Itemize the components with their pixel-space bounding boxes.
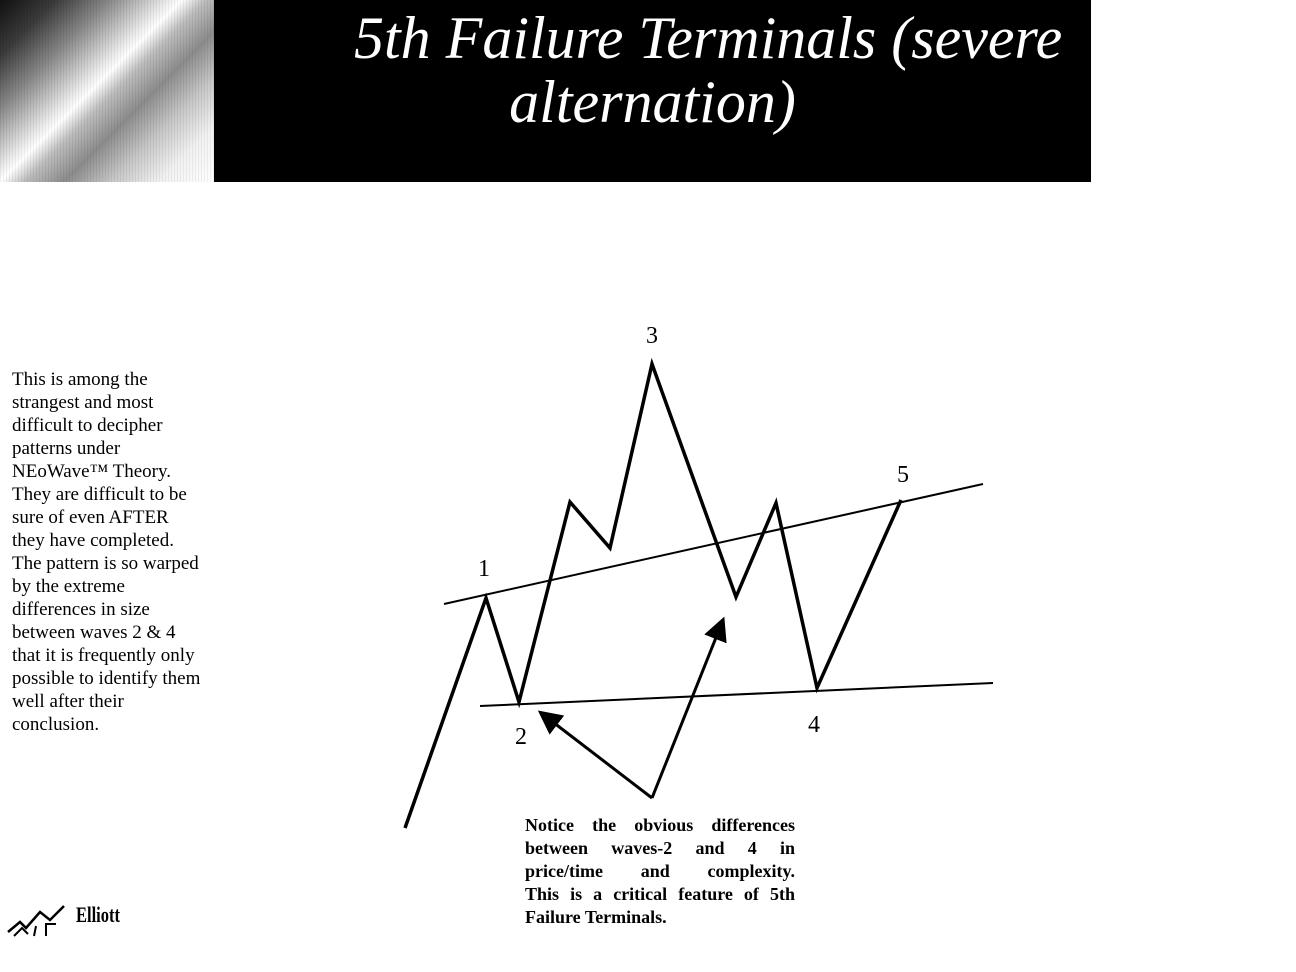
- description-line: patterns under: [12, 438, 121, 459]
- wave-label-5: 5: [897, 462, 909, 488]
- wave-label-3: 3: [646, 323, 658, 349]
- wave-label-1: 1: [478, 556, 490, 582]
- arrow-to-wave-2: [545, 716, 652, 798]
- lower-trendline: [480, 683, 993, 706]
- description-text: [12, 368, 227, 736]
- description-line: well after their: [12, 691, 124, 712]
- description-line: sure of even AFTER: [12, 507, 169, 528]
- note-line: This is a critical feature of 5th: [525, 884, 795, 904]
- elliott-logo: [6, 896, 146, 940]
- wave-logo-icon: [6, 902, 68, 938]
- description-line: This is among the: [12, 369, 148, 390]
- description-line: differences in size: [12, 599, 150, 620]
- logo-text: Elliott: [76, 902, 121, 927]
- note-line: between waves-2 and 4 in: [525, 838, 795, 858]
- description-line: They are difficult to be: [12, 484, 187, 505]
- page-title: [214, 6, 1091, 134]
- title-line-2: alternation): [509, 69, 796, 135]
- description-line: strangest and most: [12, 392, 154, 413]
- description-line: that it is frequently only: [12, 645, 195, 666]
- description-line: between waves 2 & 4: [12, 622, 176, 643]
- banner-gradient-graphic: [0, 0, 214, 182]
- description-line: conclusion.: [12, 714, 100, 735]
- annotation-note: [525, 814, 795, 929]
- description-line: by the extreme: [12, 576, 125, 597]
- wave-label-4: 4: [808, 712, 820, 738]
- title-line-1: 5th Failure Terminals (severe: [354, 5, 1063, 71]
- description-line: they have completed.: [12, 530, 174, 551]
- arrow-to-wave-4: [652, 625, 721, 798]
- wave-diagram: [380, 310, 1020, 840]
- description-line: NEoWave™ Theory.: [12, 461, 172, 482]
- description-line: possible to identify them: [12, 668, 201, 689]
- note-line: Failure Terminals.: [525, 907, 667, 927]
- wave-label-2: 2: [515, 724, 527, 750]
- description-line: The pattern is so warped: [12, 553, 199, 574]
- upper-trendline: [444, 484, 983, 604]
- header-banner: [0, 0, 1091, 182]
- note-line: price/time and complexity.: [525, 861, 795, 881]
- description-line: difficult to decipher: [12, 415, 163, 436]
- note-line: Notice the obvious differences: [525, 815, 795, 835]
